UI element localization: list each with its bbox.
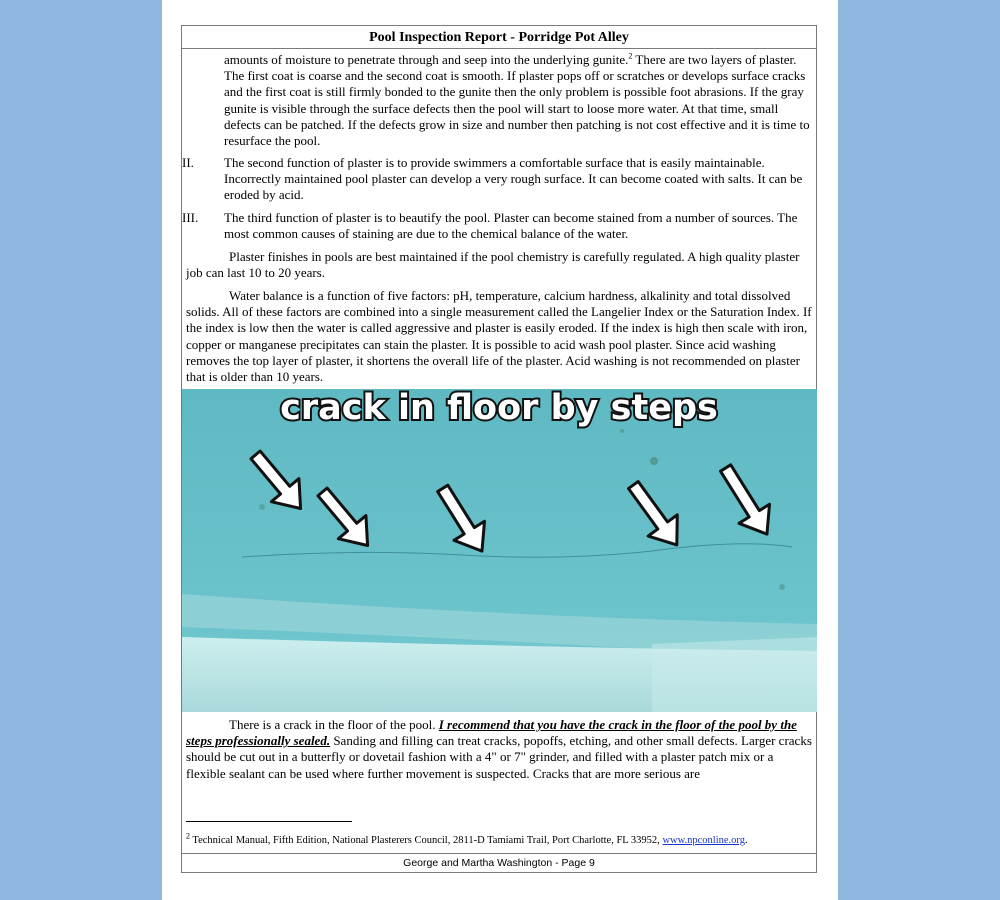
moisture-text-end: There are two layers of plaster. The first coat is coarse and the second coat is smooth. If plaster pops off or scratches or develops surface cracks and the first coat is still firmly bonded to the gunite then the only problem is possible foot abrasions. If the gray gunite is visible through the surface defects then the pool will start to loose more water. At that time, small defects can be patched. If the defects grow in size and number then patching is not cost effective and it is time to resurface the pool. <box>224 52 810 149</box>
footer-divider <box>181 853 817 854</box>
plaster-chemistry-paragraph: Plaster finishes in pools are best maintained if the pool chemistry is carefully regulated. A high quality plaster job can last 10 to 20 years. <box>186 249 800 281</box>
stain-spot <box>650 457 658 465</box>
report-header-title: Pool Inspection Report - Porridge Pot Alley <box>369 30 629 45</box>
finding-lead: There is a crack in the floor of the pool. <box>229 717 439 732</box>
stain-spot <box>620 429 624 433</box>
npc-website-link[interactable]: www.npconline.org <box>662 835 745 846</box>
page-footer: George and Martha Washington - Page 9 <box>403 857 595 869</box>
footnote-separator <box>186 821 352 822</box>
footnote-end: . <box>744 835 748 846</box>
moisture-paragraph <box>224 52 816 149</box>
water-balance-paragraph: Water balance is a function of five factors: pH, temperature, calcium hardness, alkalinity and total dissolved solids. All of these factors are combined into a single measurement called the Langelier Index or the Saturation Index. If the index is low then the water is called aggressive and plaster is easily eroded. If the index is high then scale with iron, copper or manganese precipitates can stain the plaster. It is possible to acid wash pool plaster. Since acid washing removes the top layer of plaster, it shortens the overall life of the plaster. Acid washing is not recommended on plaster that is older than 10 years. <box>186 288 812 385</box>
crack-finding-paragraph <box>186 717 814 782</box>
moisture-text-start: amounts of moisture to penetrate through and seep into the underlying gunite. <box>224 52 629 67</box>
stain-spot <box>779 584 785 590</box>
stain-spot <box>259 504 265 510</box>
footnote-text: Technical Manual, Fifth Edition, National Plasterers Council, 2811-D Tamiami Trail, Port Charlotte, FL 33952, <box>190 835 663 846</box>
photo-caption: crack in floor by steps <box>280 389 718 428</box>
crack-photo-canvas <box>182 389 817 712</box>
list-numeral-iii: III. <box>182 210 199 225</box>
list-numeral-ii: II. <box>182 155 194 170</box>
footnote <box>186 831 814 847</box>
list-item-ii: The second function of plaster is to provide swimmers a comfortable surface that is easily maintainable. Incorrectly maintained pool plaster can develop a very rough surface. It can become coated with salts. It can be eroded by acid. <box>224 155 803 203</box>
crack-photo <box>182 389 817 712</box>
finding-details: Sanding and filling can treat cracks, popoffs, etching, and other small defects. Larger cracks should be cut out in a butterfly or dovetail fashion with a 4" or 7" grinder, and filled with a plaster patch mix or a flexible sealant can be used where further movement is suspected. Cracks that are more serious are <box>186 733 812 781</box>
footnote-number: 2 <box>186 831 190 841</box>
header-divider <box>181 48 817 49</box>
recommendation: I recommend that you have the crack in the floor of the pool by the steps professionally sealed. <box>186 717 797 749</box>
step-highlight <box>652 637 817 712</box>
list-item-iii: The third function of plaster is to beautify the pool. Plaster can become stained from a number of sources. The most common causes of staining are due to the chemical balance of the water. <box>224 210 798 242</box>
footnote-reference[interactable]: 2 <box>628 51 633 61</box>
